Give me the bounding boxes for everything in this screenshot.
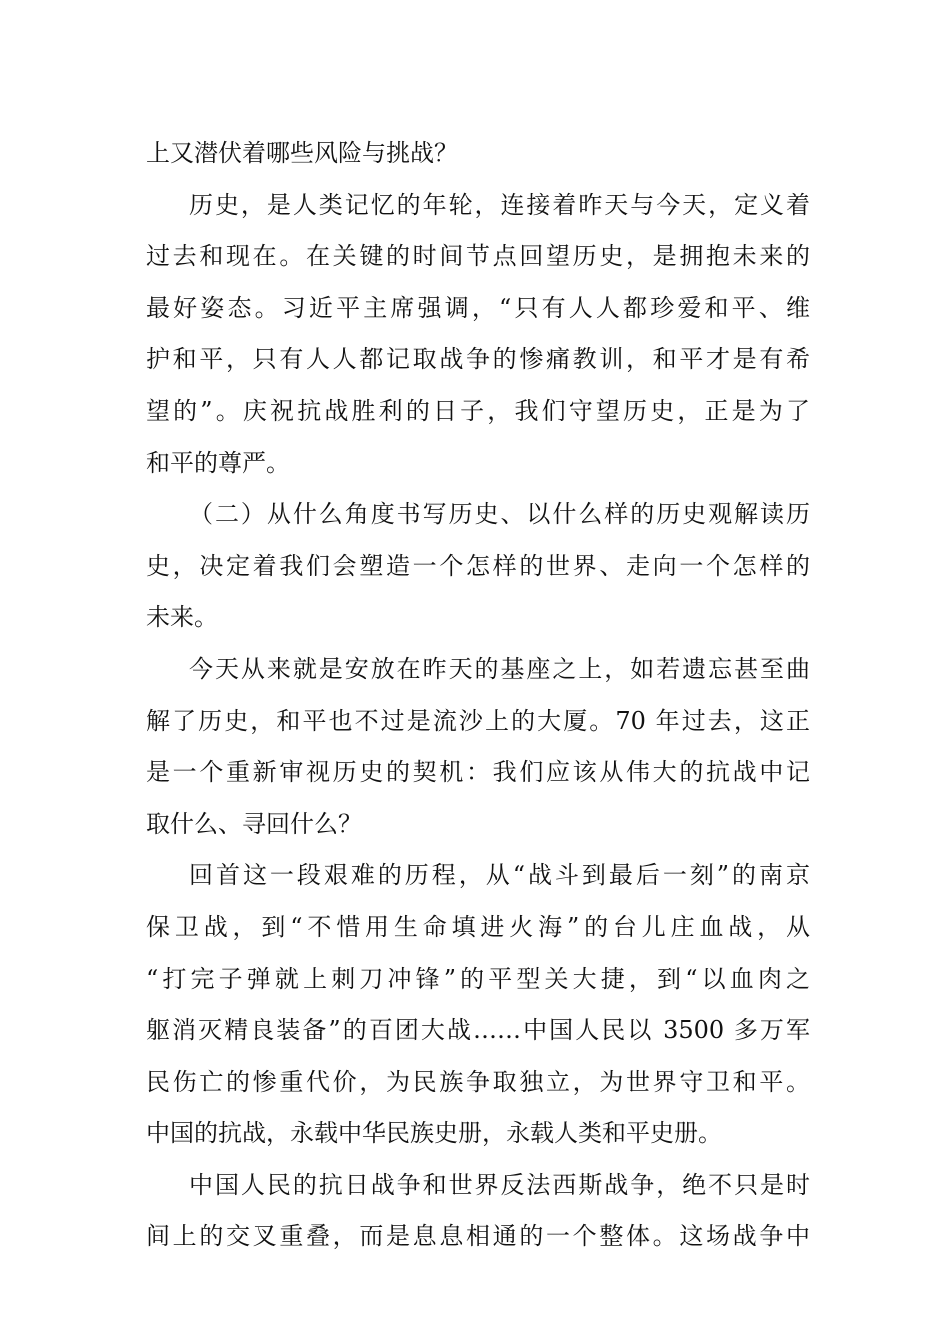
text-line: 最好姿态。习近平主席强调，“只有人人都珍爱和平、维	[146, 293, 810, 322]
text-line: 中国的抗战，永载中华民族史册，永载人类和平史册。	[146, 1119, 722, 1148]
text-line: 保卫战，到“不惜用生命填进火海”的台儿庄血战，从	[146, 912, 810, 941]
text-line: 中国人民的抗日战争和世界反法西斯战争，绝不只是时	[189, 1170, 810, 1199]
text-line: 护和平，只有人人都记取战争的惨痛教训，和平才是有希	[146, 345, 810, 374]
text-line: 和平的尊严。	[146, 448, 290, 477]
text-line: 解了历史，和平也不过是流沙上的大厦。70 年过去，这正	[146, 706, 810, 735]
text-line: 未来。	[146, 603, 218, 632]
text-line: 是一个重新审视历史的契机：我们应该从伟大的抗战中记	[146, 758, 810, 787]
text-line: 躯消灭精良装备”的百团大战……中国人民以 3500 多万军	[146, 1016, 810, 1045]
text-line: （二）从什么角度书写历史、以什么样的历史观解读历	[189, 500, 810, 529]
text-line: 史，决定着我们会塑造一个怎样的世界、走向一个怎样的	[146, 551, 810, 580]
body-text	[146, 128, 810, 1263]
text-line: 间上的交叉重叠，而是息息相通的一个整体。这场战争中	[146, 1222, 810, 1251]
text-line: 取什么、寻回什么？	[146, 809, 362, 838]
text-line: 回首这一段艰难的历程，从“战斗到最后一刻”的南京	[189, 861, 810, 890]
text-line: 历史，是人类记忆的年轮，连接着昨天与今天，定义着	[189, 190, 810, 219]
text-line: 过去和现在。在关键的时间节点回望历史，是拥抱未来的	[146, 242, 810, 271]
text-line: 民伤亡的惨重代价，为民族争取独立，为世界守卫和平。	[146, 1067, 810, 1096]
text-line: 上又潜伏着哪些风险与挑战？	[146, 139, 458, 167]
text-line: “打完子弹就上刺刀冲锋”的平型关大捷，到“以血肉之	[146, 964, 810, 993]
text-line: 今天从来就是安放在昨天的基座之上，如若遗忘甚至曲	[189, 654, 810, 683]
text-line: 望的”。庆祝抗战胜利的日子，我们守望历史，正是为了	[146, 396, 810, 425]
